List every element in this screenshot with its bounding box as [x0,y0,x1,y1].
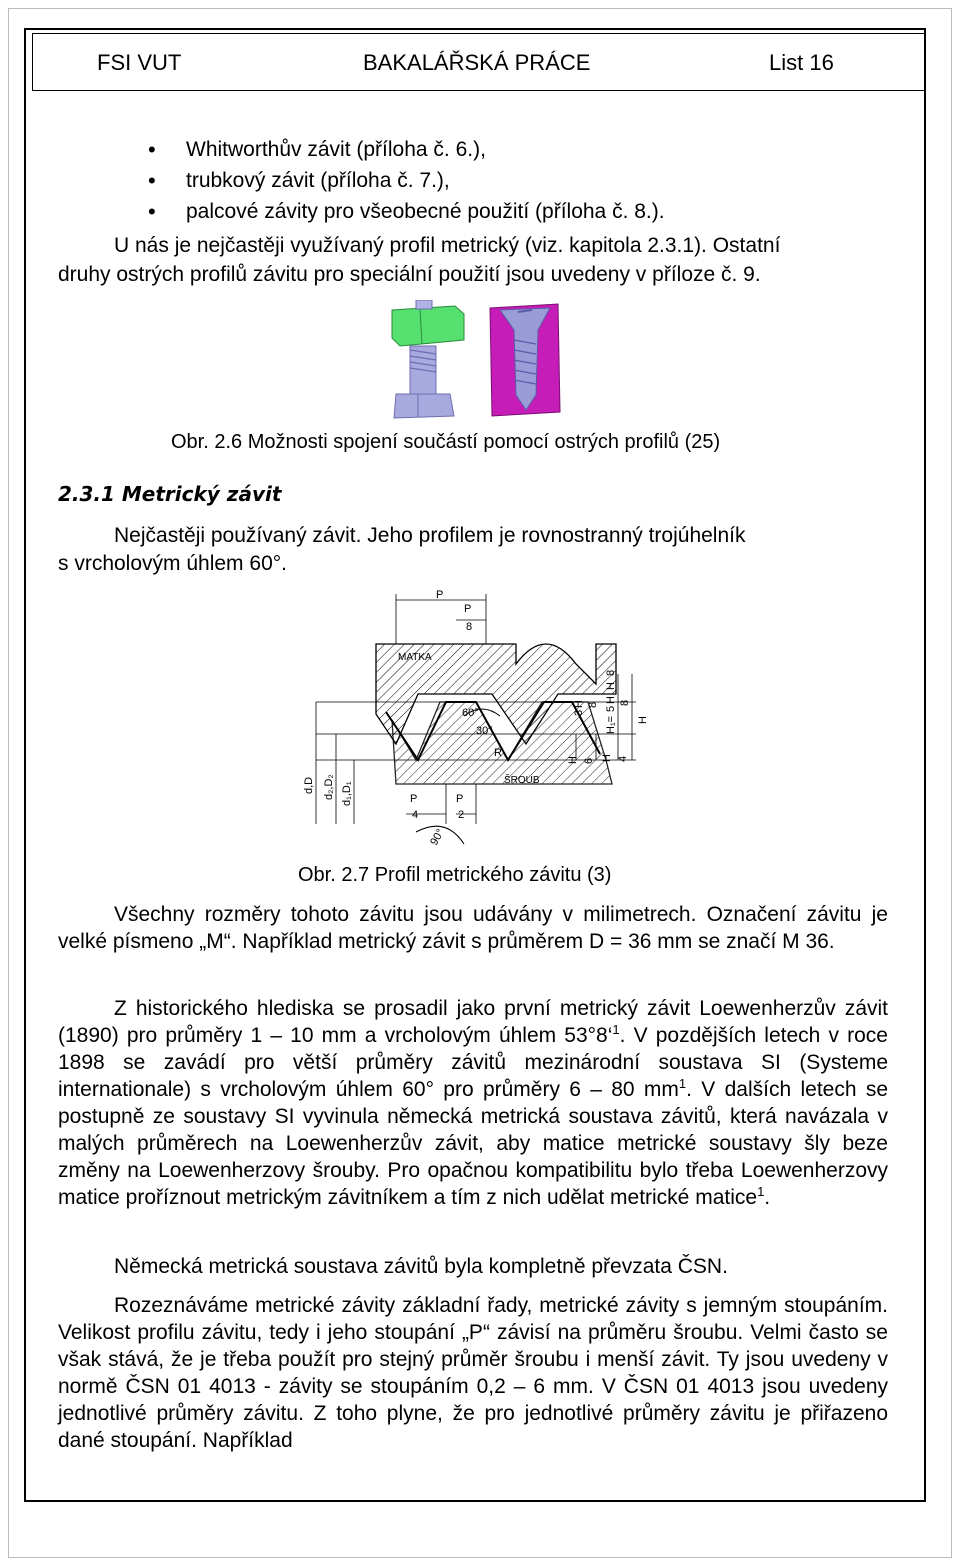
label-90-deg: 90° [428,827,447,848]
bolt-head [394,394,454,418]
label-5: 5 [605,705,617,712]
label-p8-p: P [464,603,472,615]
list-item: • Whitworthův závit (příloha č. 6.), [148,134,665,165]
section-para-line-2: s vrcholovým úhlem 60°. [58,552,287,575]
label-p2-p: P [456,793,464,805]
label-d1-D1: d₁,D₁ [341,781,353,806]
figure-bolt-connections [380,300,580,425]
label-h1-8: 8 [619,699,631,706]
paragraph-2-part-d: . [764,1186,771,1209]
label-sroub: ŠROUB [504,775,540,786]
section-heading: 2.3.1 Metrický závit [58,482,282,506]
paragraph-1: Všechny rozměry tohoto závitu jsou udávány v milimetrech. Označení závitu je velké písmeno „M“. Například metrický závit s průměrem D = 36 mm se značí M 36. [58,903,888,953]
bolt-top [416,300,432,309]
label-d-D: d,D [303,776,315,794]
paragraph-4: Rozeznáváme metrické závity základní řady, metrické závity s jemným stoupáním. Velikost profilu závitu, tedy i jeho stoupání „P“ závisí na průměru šroubu. Velmi často se však stává, že je třeba použít pro stejný průměr šroubu i menší závit. Ty jsou uvedeny v normě ČSN 01 4013 - závity se stoupáním 0,2 – 6 mm. V ČSN 01 4013 jsou uvedeny jednotlivé průměry závitu. Z toho plyne, že pro jednotlivé průměry závitu je přiřazeno dané stoupání. Například [58,1294,888,1452]
header-right: List 16 [769,50,834,75]
intro-line-2: druhy ostrých profilů závitu pro speciální použití jsou uvedeny v příloze č. 9. [58,263,761,286]
nut [392,306,464,346]
section-para-line-1: Nejčastěji používaný závit. Jeho profilem je rovnostranný trojúhelník [114,524,746,547]
label-30-deg: 30° [476,725,493,737]
paragraph-2-part-b: . V pozdějších letech v roce 1898 se zavádí pro větší průměry závitů mezinárodní soustava SI (Systeme internationale) s vrcholovým úhlem 60° pro průměry 6 – 80 mm [58,1024,888,1101]
label-h-total: H [637,716,649,724]
label-p4-4: 4 [412,809,419,821]
footnote-ref-1: 1 [612,1022,620,1037]
list-item: • palcové závity pro všeobecné použití (příloha č. 8.). [148,196,665,227]
paragraph-2-part-c: . V dalších letech se postupně ze soustavy SI vyvinula německá metrická soustava závitů, která navázala v malých průměrech na Loewenherzův závit, aby matice metrické soustavy šly beze změny na Loewenherzovy šrouby. Pro opačnou kompatibilitu bylo třeba Loewenherzovy matice proříznout metrickým závitníkem a tím z nich udělat metrické matice [58,1078,888,1209]
label-p8-8: 8 [466,621,473,633]
header-left: FSI VUT [97,50,182,75]
label-p-top: P [436,589,444,601]
figure-caption-2-6: Obr. 2.6 Možnosti spojení součástí pomocí ostrých profilů (25) [171,431,721,453]
paragraph-3: Německá metrická soustava závitů byla kompletně převzata ČSN. [114,1255,728,1278]
label-3h8-8: 8 [587,701,599,708]
figure-metric-thread-profile [296,584,656,860]
label-3h8-h: H [573,700,585,708]
label-h1: H₁= [605,715,617,734]
label-matka: MATKA [398,652,432,663]
label-h8-8: 8 [605,669,617,676]
bolt-nut-assembly [392,300,464,418]
list-item: • trubkový závit (příloha č. 7.), [148,165,665,196]
footnote-ref-2: 1 [678,1076,687,1091]
label-d2-D2: d₂,D₂ [323,774,335,800]
footnote-ref-3: 1 [757,1184,765,1199]
label-3h8-3h: 3 [573,709,585,716]
label-h6-6: 6 [583,757,595,764]
label-r: R [494,747,502,759]
paragraph-2-part-a: Z historického hlediska se prosadil jako první metrický závit Loewenherzův závit (1890) pro průměry 1 – 10 mm a vrcholovým úhlem 53°8‘ [58,997,888,1047]
page-header [32,33,926,91]
bullet-list [148,134,665,227]
label-h6-h: H [567,756,579,764]
header-center: BAKALÁŘSKÁ PRÁCE [363,50,591,75]
label-h4-4: 4 [617,755,629,762]
label-h8-top: H [605,682,617,690]
label-h1-h: H [605,696,617,704]
intro-line-1: U nás je nejčastěji využívaný profil metrický (viz. kapitola 2.3.1). Ostatní [114,234,781,257]
paragraph-2 [58,995,888,1211]
screw-in-block [490,304,560,416]
label-60-deg: 60° [462,707,479,719]
figure-caption-2-7: Obr. 2.7 Profil metrického závitu (3) [298,864,612,886]
label-h4-h: H [601,754,613,762]
label-p2-2: 2 [458,809,465,821]
label-p4-p: P [410,793,418,805]
